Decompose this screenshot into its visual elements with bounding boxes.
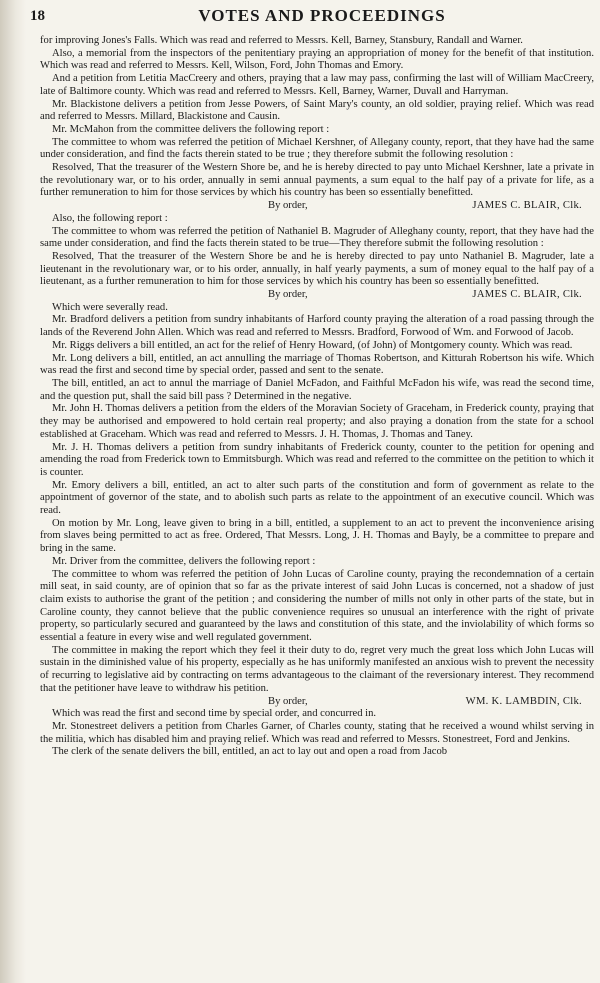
- clerk-name: JAMES C. BLAIR, Clk.: [472, 289, 582, 301]
- paragraph: On motion by Mr. Long, leave given to bring in a bill, entitled, a supplement to an act to prevent the inconvenience arising from slaves being permitted to act as free. Ordered, That Messrs. Long, J. H. Thomas and Bayly, be a committee to prepare and bring in the same.: [40, 517, 594, 555]
- document-body: [40, 35, 594, 759]
- by-order-text: By order,: [268, 289, 308, 301]
- paragraph: Which were severally read.: [52, 301, 168, 313]
- by-order-text: By order,: [268, 200, 308, 212]
- paragraph: Mr. Blackistone delivers a petition from Jesse Powers, of Saint Mary's county, an old soldier, praying relief. Which was read and referred to Messrs. Millard, Blackistone and Causin.: [40, 98, 594, 123]
- paragraph: Mr. J. H. Thomas delivers a petition from sundry inhabitants of Frederick county, counter to the petition for opening and amending the road from Frederick town to Emmitsburgh. Which was read and referred to the committee on the petition to which it is counter.: [40, 441, 594, 478]
- paragraph: The committee to whom was referred the petition of Michael Kershner, of Allegany county, report, that they have had the same under consideration, and find the facts therein stated to be true ; they therefore submit the following resolution :: [40, 136, 594, 161]
- paragraph: The clerk of the senate delivers the bill, entitled, an act to lay out and open a road from Jacob: [52, 746, 448, 758]
- paragraph: Mr. Bradford delivers a petition from sundry inhabitants of Harford county praying the alteration of a road passing through the lands of the Reverend John Allen. Which was read and referred to Messrs. Bradford, Forwood of Wm. and Forwood of Jacob.: [40, 314, 594, 339]
- page-header: [30, 6, 594, 34]
- paragraph: Mr. John H. Thomas delivers a petition from the elders of the Moravian Society of Graceham, in Frederick county, praying that they may be authorised and empowered to hold certain real property; and also praying a donation from the state for a school established at Graceham. Which was read and referred to Messrs. J. H. Thomas, J. Thomas and Taney.: [40, 403, 594, 440]
- signature-line: [40, 200, 594, 213]
- clerk-name: WM. K. LAMBDIN, Clk.: [465, 695, 582, 707]
- paragraph: Mr. Stonestreet delivers a petition from Charles Garner, of Charles county, stating that he received a wound whilst serving in the militia, which has disabled him and praying relief. Which was read and referred to Messrs. Stonestreet, Ford and Jenkins.: [40, 720, 594, 745]
- signature-line: [40, 289, 594, 302]
- paragraph: The bill, entitled, an act to annul the marriage of Daniel McFadon, and Faithful McFadon his wife, was read the second time, and the question put, shall the said bill pass ? Determined in the negative.: [40, 377, 594, 402]
- paragraph: Which was read the first and second time by special order, and concurred in.: [52, 708, 377, 720]
- page-title: VOTES AND PROCEEDINGS: [198, 6, 446, 25]
- paragraph: The committee to whom was referred the petition of Nathaniel B. Magruder of Alleghany county, report, that they have had the same under consideration, and find the facts therein stated to be true—They therefore submit the following resolution :: [40, 225, 594, 250]
- paragraph: Mr. Emory delivers a bill, entitled, an act to alter such parts of the constitution and form of government as relate to the appointment of governor of the state, and to abolish such parts as relate to the appointment of an executive council. Which was read.: [40, 479, 594, 517]
- paragraph: Also, a memorial from the inspectors of the penitentiary praying an appropriation of money for the benefit of that institution. Which was read and referred to Messrs. Kell, Wilson, Ford, John Thomas and Emory.: [40, 47, 594, 72]
- by-order-text: By order,: [268, 695, 308, 707]
- paragraph: Resolved, That the treasurer of the Western Shore be, and he is hereby directed to pay unto Michael Kershner, late a private in the revolutionary war, or to his order, annually in semi annual payments, a sum equal to the half pay of a private for life, as a further remuneration to him for those services by which his country has been so essentially benefitted.: [40, 162, 594, 199]
- paragraph: The committee in making the report which they feel it their duty to do, regret very much the great loss which John Lucas will sustain in the diminished value of his property, especially as he has uniformly manifested an anxious wish to prevent the necessity of recurring to legislative aid by contracting on terms advantageous to the claimant of the reversionary interest. They recommend that the petitioner have leave to withdraw his petition.: [40, 644, 594, 694]
- paragraph: Also, the following report :: [52, 212, 168, 224]
- paragraph: Resolved, That the treasurer of the Western Shore be and he is hereby directed to pay unto Nathaniel B. Magruder, late a lieutenant in the revolutionary war, or to his order, annually, in half yearly payments, a sum of money equal to the half pay of a lieutenant, as a further remuneration to him for those services by which his country has been so essentially benefitted.: [40, 250, 594, 288]
- paragraph: Mr. Long delivers a bill, entitled, an act annulling the marriage of Thomas Robertson, and Kitturah Robertson his wife. Which was read the first and second time by special order, passed and sent to the senate.: [40, 352, 594, 377]
- page-number: 18: [30, 8, 45, 24]
- paragraph: The committee to whom was referred the petition of John Lucas of Caroline county, praying the recondemnation of a certain mill seat, in said county, are of opinion that so far as the private interest of said John Lucas is concerned, not a shadow of just claim exists to authorise the grant of the petition ; and considering the number of mills not only in other parts of the state, but in Caroline county, they cannot believe that the public convenience requires so unusual an interference with the right of private property, so particularly secured and guaranteed by the laws and constitution of this state, and the inviolability of which forms so essential a feature in every wise and well regulated government.: [40, 568, 594, 644]
- signature-line: [40, 696, 594, 709]
- paragraph: And a petition from Letitia MacCreery and others, praying that a law may pass, confirming the last will of William MacCreery, late of Baltimore county. Which was read and referred to Messrs. Kell, Barney, Warner, Duvall and Harryman.: [40, 73, 594, 97]
- clerk-name: JAMES C. BLAIR, Clk.: [472, 200, 582, 212]
- paragraph: for improving Jones's Falls. Which was read and referred to Messrs. Kell, Barney, Stansbury, Randall and Warner.: [40, 35, 523, 46]
- paragraph: Mr. Driver from the committee, delivers the following report :: [52, 555, 316, 567]
- paragraph: Mr. Riggs delivers a bill entitled, an act for the relief of Henry Howard, (of John) of Montgomery county. Which was read.: [52, 339, 573, 351]
- paragraph: Mr. McMahon from the committee delivers the following report :: [52, 123, 330, 135]
